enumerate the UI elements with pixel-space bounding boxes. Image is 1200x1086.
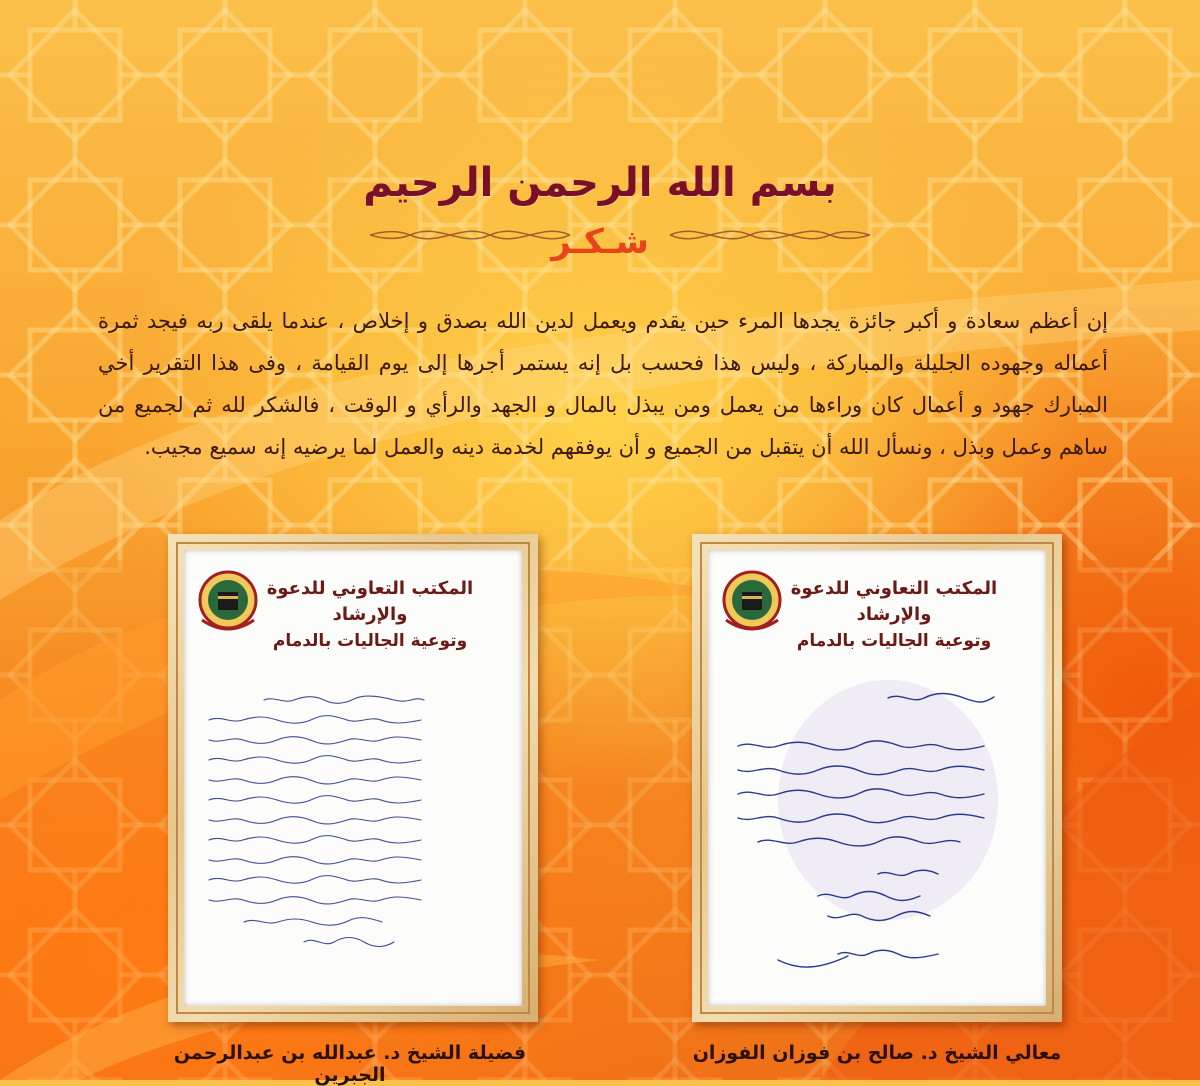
letterhead-line-2: وتوعية الجاليات بالدمام <box>796 631 992 651</box>
letter-paper-right <box>708 550 1046 1006</box>
basmala-heading: بسم الله الرحمن الرحيم <box>363 160 837 206</box>
handwritten-letter-left <box>184 550 522 1006</box>
letter-paper-left <box>184 550 522 1006</box>
letter-frame-right <box>692 534 1062 1022</box>
handwritten-letter-right <box>708 550 1046 1006</box>
letterhead-line-1: المكتب التعاوني للدعوة والإرشاد <box>266 578 474 625</box>
letterhead-line-1: المكتب التعاوني للدعوة والإرشاد <box>790 578 998 625</box>
watermark-seal <box>778 680 998 920</box>
ornament-right-icon <box>670 220 870 250</box>
thanks-title: شـكـر <box>551 222 649 262</box>
caption-right: معالي الشيخ د. صالح بن فوزان الفوزان <box>692 1042 1062 1064</box>
letter-frame-left <box>168 534 538 1022</box>
letterhead-line-2: وتوعية الجاليات بالدمام <box>272 631 468 651</box>
caption-left: فضيلة الشيخ د. عبدالله بن عبدالرحمن الجبرين <box>173 1042 527 1086</box>
thanks-paragraph: إن أعظم سعادة و أكبر جائزة يجدها المرء حين يقدم ويعمل لدين الله بصدق و إخلاص ، عندما يلقى ربه فيجد ثمرة أعماله وجهوده الجليلة والمباركة ، وليس هذا فحسب بل إنه يستمر أجرها إلى يوم القيامة ، وفى هذا التقرير أخي المبارك جهود و أعمال كان وراءها من يعمل ومن يبذل بالمال و الجهد والرأي و الوقت ، فالشكر لله ثم لجميع من ساهم وعمل وبذل ، ونسأل الله أن يتقبل من الجميع و أن يوفقهم لخدمة دينه والعمل لما يرضيه إنه سميع مجيب. <box>98 309 1108 459</box>
